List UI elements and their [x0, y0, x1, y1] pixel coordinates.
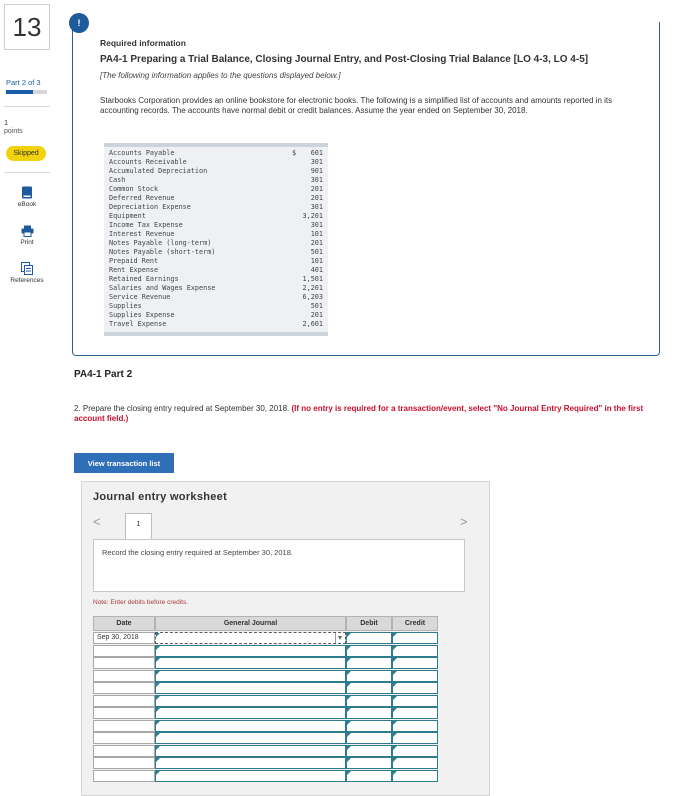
date-cell[interactable]	[93, 657, 155, 669]
account-balance: 601	[310, 149, 323, 157]
account-row	[104, 311, 328, 320]
date-cell[interactable]	[93, 707, 155, 719]
debit-input[interactable]	[346, 732, 392, 744]
debits-note: Note: Enter debits before credits.	[93, 599, 189, 606]
credit-input[interactable]	[392, 682, 438, 694]
next-entry-arrow[interactable]: >	[460, 514, 468, 529]
account-balance: 6,203	[302, 293, 323, 301]
dropdown-arrow-icon[interactable]	[335, 633, 345, 643]
required-information-label: Required information	[100, 38, 186, 48]
account-balance: 301	[310, 203, 323, 211]
accounts-table-top-bar	[104, 143, 328, 147]
account-balance: 301	[310, 176, 323, 184]
references-icon	[21, 262, 33, 275]
account-name: Notes Payable (long-term)	[109, 239, 212, 247]
question-instruction: (If no entry is required for a transaction/event, select "No Journal Entry Required" in the first account field.)	[74, 404, 644, 423]
cell-marker	[347, 671, 351, 675]
part-indicator: Part 2 of 3	[6, 78, 41, 87]
account-name: Accumulated Depreciation	[109, 167, 208, 175]
account-select[interactable]	[155, 770, 346, 782]
cell-marker	[156, 758, 160, 762]
account-select[interactable]	[155, 707, 346, 719]
cell-marker	[347, 658, 351, 662]
account-select[interactable]	[155, 632, 346, 644]
date-cell[interactable]	[93, 745, 155, 757]
account-balance: 101	[310, 230, 323, 238]
cell-marker	[347, 771, 351, 775]
currency-symbol: $	[292, 149, 297, 157]
view-transaction-list-button[interactable]: View transaction list	[74, 453, 174, 473]
date-cell[interactable]	[93, 695, 155, 707]
account-row	[104, 257, 328, 266]
account-select[interactable]	[155, 745, 346, 757]
account-row	[104, 221, 328, 230]
credit-input[interactable]	[392, 645, 438, 657]
debit-input[interactable]	[346, 657, 392, 669]
account-balance: 301	[310, 221, 323, 229]
credit-input[interactable]	[392, 632, 438, 644]
cell-marker	[347, 696, 351, 700]
account-row	[104, 239, 328, 248]
cell-marker	[347, 683, 351, 687]
account-balance: 2,201	[302, 284, 323, 292]
date-cell[interactable]	[93, 757, 155, 769]
cell-marker	[347, 708, 351, 712]
ebook-label: eBook	[17, 201, 37, 208]
cell-marker	[156, 683, 160, 687]
debit-input[interactable]	[346, 745, 392, 757]
entry-tab-1[interactable]: 1	[125, 513, 152, 540]
account-row	[104, 293, 328, 302]
account-select[interactable]	[155, 732, 346, 744]
credit-input[interactable]	[392, 757, 438, 769]
account-name: Accounts Payable	[109, 149, 175, 157]
account-balance: 2,601	[302, 320, 323, 328]
problem-intro: Starbooks Corporation provides an online bookstore for electronic books. The following is a simplified list of accounts and amounts reported in its accounting records. The accounts have normal debit or credit balances. Assume the year ended on September 30, 2018.	[100, 96, 613, 115]
applies-note: [The following information applies to the questions displayed below.]	[100, 71, 341, 80]
account-balance: 201	[310, 311, 323, 319]
cell-marker	[393, 683, 397, 687]
date-cell[interactable]	[93, 682, 155, 694]
cell-marker	[393, 721, 397, 725]
cell-marker	[156, 746, 160, 750]
account-row	[104, 158, 328, 167]
cell-marker	[156, 696, 160, 700]
cell-marker	[156, 633, 160, 637]
account-balance: 201	[310, 239, 323, 247]
date-cell[interactable]	[93, 645, 155, 657]
cell-marker	[347, 746, 351, 750]
cell-marker	[393, 708, 397, 712]
account-balance: 201	[310, 194, 323, 202]
credit-input[interactable]	[392, 657, 438, 669]
part-progress-bar	[6, 90, 47, 94]
references-label: References	[10, 277, 44, 284]
account-row	[104, 167, 328, 176]
account-name: Income Tax Expense	[109, 221, 183, 229]
worksheet-title: Journal entry worksheet	[93, 491, 228, 503]
credit-input[interactable]	[392, 720, 438, 732]
info-alert-icon: !	[69, 13, 89, 33]
print-button[interactable]	[4, 225, 50, 246]
account-row	[104, 284, 328, 293]
account-name: Supplies Expense	[109, 311, 175, 319]
cell-marker	[347, 646, 351, 650]
rail-divider	[4, 172, 50, 173]
debit-input[interactable]	[346, 645, 392, 657]
account-select[interactable]	[155, 757, 346, 769]
account-name: Deferred Revenue	[109, 194, 175, 202]
debit-input[interactable]	[346, 707, 392, 719]
status-badge: Skipped	[6, 146, 46, 161]
cell-marker	[393, 646, 397, 650]
cell-marker	[393, 758, 397, 762]
account-row	[104, 230, 328, 239]
account-row	[104, 185, 328, 194]
account-row	[104, 302, 328, 311]
cell-marker	[156, 708, 160, 712]
question-number: 13	[4, 4, 50, 50]
account-name: Retained Earnings	[109, 275, 179, 283]
cell-marker	[393, 733, 397, 737]
progress-fill	[6, 90, 33, 94]
debit-input[interactable]	[346, 770, 392, 782]
question-text	[74, 404, 664, 424]
print-label: Print	[20, 239, 34, 246]
account-balance: 201	[310, 185, 323, 193]
cell-marker	[156, 646, 160, 650]
account-select[interactable]	[155, 670, 346, 682]
references-button[interactable]	[4, 262, 50, 284]
account-name: Cash	[109, 176, 126, 184]
debit-input[interactable]	[346, 670, 392, 682]
account-name: Supplies	[109, 302, 142, 310]
account-name: Depreciation Expense	[109, 203, 191, 211]
credit-input[interactable]	[392, 732, 438, 744]
ebook-icon	[21, 186, 33, 199]
rail-divider	[4, 106, 50, 107]
credit-input[interactable]	[392, 745, 438, 757]
cell-marker	[393, 633, 397, 637]
account-select[interactable]	[155, 682, 346, 694]
record-instruction-box	[93, 539, 465, 592]
print-icon	[21, 225, 34, 237]
cell-marker	[347, 633, 351, 637]
debit-input[interactable]	[346, 682, 392, 694]
cell-marker	[156, 721, 160, 725]
date-cell[interactable]: Sep 30, 2018	[93, 632, 155, 644]
account-row	[104, 266, 328, 275]
part-heading: PA4-1 Part 2	[74, 369, 133, 380]
account-row	[104, 176, 328, 185]
accounts-table	[104, 143, 328, 336]
account-name: Interest Revenue	[109, 230, 175, 238]
credit-input[interactable]	[392, 670, 438, 682]
date-cell[interactable]	[93, 670, 155, 682]
cell-marker	[393, 696, 397, 700]
cell-marker	[393, 658, 397, 662]
account-name: Prepaid Rent	[109, 257, 159, 265]
date-cell[interactable]	[93, 720, 155, 732]
account-select[interactable]	[155, 645, 346, 657]
account-select[interactable]	[155, 657, 346, 669]
account-row	[104, 203, 328, 212]
account-row	[104, 194, 328, 203]
question-prompt: 2. Prepare the closing entry required at September 30, 2018.	[74, 404, 290, 413]
account-row	[104, 149, 328, 158]
cell-marker	[393, 746, 397, 750]
cell-marker	[156, 658, 160, 662]
account-row	[104, 275, 328, 284]
debit-input[interactable]	[346, 720, 392, 732]
account-balance: 501	[310, 302, 323, 310]
account-balance: 1,501	[302, 275, 323, 283]
previous-entry-arrow[interactable]: <	[93, 514, 101, 529]
points-value: 1	[4, 118, 9, 127]
date-cell[interactable]	[93, 732, 155, 744]
account-select[interactable]	[155, 695, 346, 707]
account-row	[104, 212, 328, 221]
account-name: Accounts Receivable	[109, 158, 187, 166]
accounts-table-bottom-bar	[104, 332, 328, 336]
account-balance: 401	[310, 266, 323, 274]
credit-input[interactable]	[392, 770, 438, 782]
account-balance: 301	[310, 158, 323, 166]
account-name: Travel Expense	[109, 320, 167, 328]
debit-input[interactable]	[346, 757, 392, 769]
credit-column-header: Credit	[392, 616, 438, 631]
date-cell[interactable]	[93, 770, 155, 782]
account-name: Salaries and Wages Expense	[109, 284, 216, 292]
cell-marker	[156, 771, 160, 775]
problem-title: PA4-1 Preparing a Trial Balance, Closing Journal Entry, and Post-Closing Trial Balance [LO 4-3, LO 4-5]	[100, 54, 589, 65]
debit-input[interactable]	[346, 695, 392, 707]
account-select[interactable]	[155, 720, 346, 732]
general-journal-column-header: General Journal	[155, 616, 346, 631]
cell-marker	[393, 771, 397, 775]
account-name: Service Revenue	[109, 293, 171, 301]
account-balance: 101	[310, 257, 323, 265]
cell-marker	[156, 671, 160, 675]
credit-input[interactable]	[392, 707, 438, 719]
account-balance: 501	[310, 248, 323, 256]
debit-input[interactable]	[346, 632, 392, 644]
account-name: Common Stock	[109, 185, 159, 193]
account-row	[104, 320, 328, 329]
account-name: Equipment	[109, 212, 146, 220]
cell-marker	[393, 671, 397, 675]
cell-marker	[156, 733, 160, 737]
date-column-header: Date	[93, 616, 155, 631]
account-name: Notes Payable (short-term)	[109, 248, 216, 256]
record-instruction-text: Record the closing entry required at September 30, 2018.	[102, 548, 293, 557]
points-label: points	[4, 128, 23, 135]
cell-marker	[347, 758, 351, 762]
account-balance: 3,201	[302, 212, 323, 220]
cell-marker	[347, 721, 351, 725]
account-balance: 901	[310, 167, 323, 175]
ebook-button[interactable]	[4, 186, 50, 208]
credit-input[interactable]	[392, 695, 438, 707]
cell-marker	[347, 733, 351, 737]
debit-column-header: Debit	[346, 616, 392, 631]
account-row	[104, 248, 328, 257]
account-name: Rent Expense	[109, 266, 159, 274]
